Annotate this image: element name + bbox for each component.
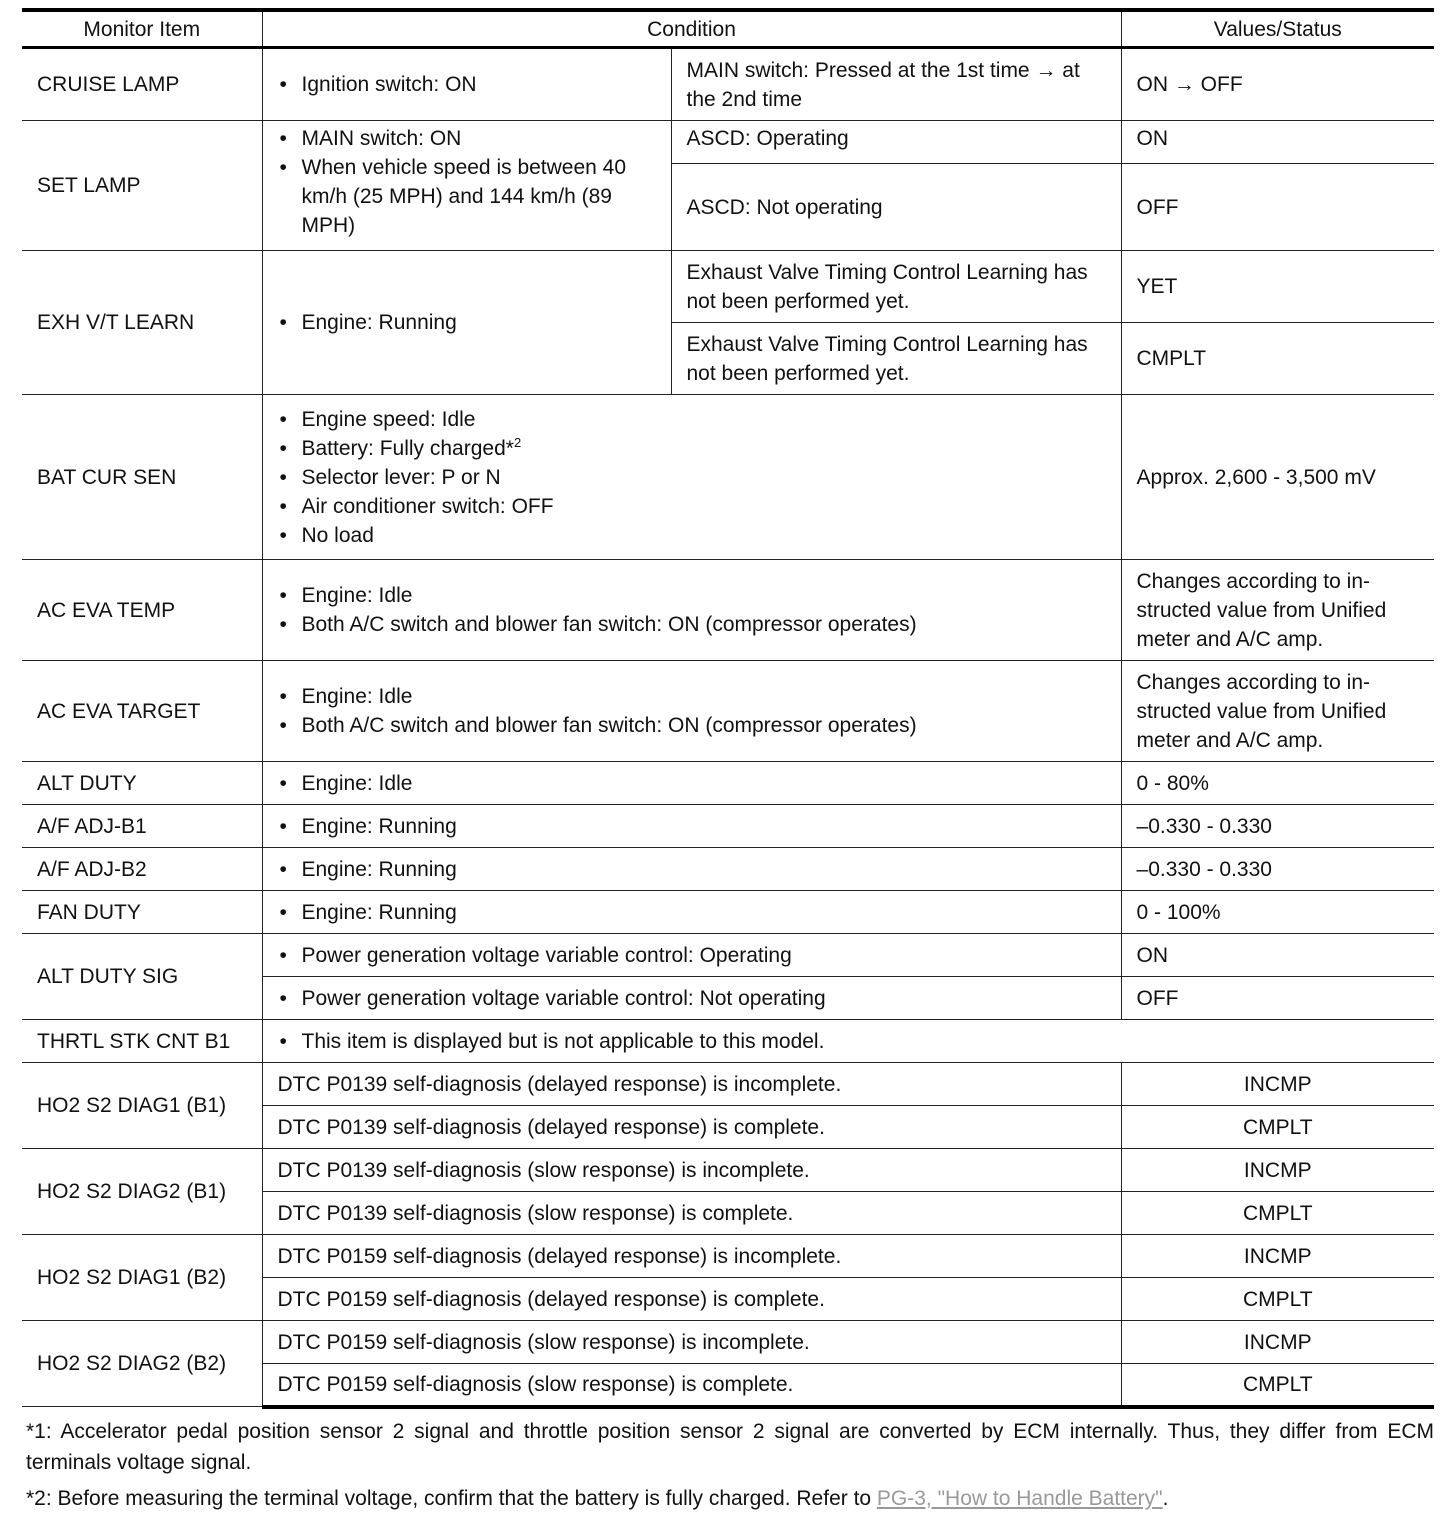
- condition-cell: [262, 251, 671, 395]
- condition-bullet: • Engine: Running: [278, 308, 663, 337]
- value-cell: CMPLT: [1121, 1364, 1434, 1407]
- monitor-item-name: ALT DUTY SIG: [22, 934, 262, 1020]
- condition-cell: DTC P0139 self-diagnosis (slow response) is complete.: [262, 1192, 1121, 1235]
- condition-cell: [262, 848, 1121, 891]
- value-cell: ON: [1121, 121, 1434, 164]
- condition-cell: DTC P0139 self-diagnosis (delayed response) is incomplete.: [262, 1063, 1121, 1106]
- monitor-item-name: HO2 S2 DIAG2 (B2): [22, 1321, 262, 1407]
- value-cell: OFF: [1121, 164, 1434, 251]
- condition-bullet: • Engine: Idle: [278, 682, 1113, 711]
- value-cell: Changes according to in-structed value from Unified meter and A/C amp.: [1121, 560, 1434, 661]
- value-cell: Changes according to in-structed value from Unified meter and A/C amp.: [1121, 661, 1434, 762]
- table-row: [22, 848, 1434, 891]
- sub-condition-cell: Exhaust Valve Timing Control Learning has not been performed yet.: [671, 323, 1121, 395]
- condition-cell: [262, 1020, 1434, 1063]
- condition-bullet: • Engine speed: Idle: [278, 405, 1113, 434]
- monitor-item-name: HO2 S2 DIAG1 (B1): [22, 1063, 262, 1149]
- table-row: [22, 891, 1434, 934]
- table-row: [22, 1321, 1434, 1364]
- table-row: [22, 762, 1434, 805]
- battery-handling-link[interactable]: PG-3, "How to Handle Battery": [876, 1487, 1163, 1510]
- value-cell: CMPLT: [1121, 1278, 1434, 1321]
- monitor-item-name: BAT CUR SEN: [22, 395, 262, 560]
- table-row: [22, 1149, 1434, 1192]
- condition-bullet: • Both A/C switch and blower fan switch: ON (compressor operates): [278, 711, 1113, 740]
- value-cell: 0 - 80%: [1121, 762, 1434, 805]
- condition-cell: DTC P0159 self-diagnosis (slow response) is incomplete.: [262, 1321, 1121, 1364]
- monitor-item-name: SET LAMP: [22, 121, 262, 251]
- condition-cell: DTC P0159 self-diagnosis (delayed response) is incomplete.: [262, 1235, 1121, 1278]
- condition-bullet: • Engine: Idle: [278, 769, 1113, 798]
- condition-bullet: • Engine: Running: [278, 898, 1113, 927]
- monitor-item-name: HO2 S2 DIAG1 (B2): [22, 1235, 262, 1321]
- monitor-item-name: AC EVA TEMP: [22, 560, 262, 661]
- condition-cell: DTC P0159 self-diagnosis (delayed response) is complete.: [262, 1278, 1121, 1321]
- condition-bullet: • Engine: Running: [278, 855, 1113, 884]
- monitor-item-name: THRTL STK CNT B1: [22, 1020, 262, 1063]
- condition-cell: [262, 121, 671, 251]
- condition-cell: [262, 762, 1121, 805]
- monitor-item-name: A/F ADJ-B1: [22, 805, 262, 848]
- condition-cell: [262, 805, 1121, 848]
- condition-bullet: • Engine: Idle: [278, 581, 1113, 610]
- condition-cell: [262, 395, 1121, 560]
- monitor-item-name: ALT DUTY: [22, 762, 262, 805]
- footnotes: [26, 1416, 1434, 1519]
- monitor-item-name: EXH V/T LEARN: [22, 251, 262, 395]
- condition-cell: [262, 560, 1121, 661]
- value-cell: –0.330 - 0.330: [1121, 848, 1434, 891]
- table-row: [22, 1235, 1434, 1278]
- header-values-status: Values/Status: [1121, 10, 1434, 48]
- condition-cell: DTC P0159 self-diagnosis (slow response) is complete.: [262, 1364, 1121, 1407]
- condition-cell: DTC P0139 self-diagnosis (delayed response) is complete.: [262, 1106, 1121, 1149]
- monitor-item-name: AC EVA TARGET: [22, 661, 262, 762]
- value-cell: INCMP: [1121, 1063, 1434, 1106]
- condition-bullet: • When vehicle speed is between 40 km/h (25 MPH) and 144 km/h (89 MPH): [278, 153, 663, 240]
- value-cell: ON → OFF: [1121, 48, 1434, 121]
- condition-bullet: • Selector lever: P or N: [278, 463, 1113, 492]
- value-cell: INCMP: [1121, 1149, 1434, 1192]
- condition-cell: DTC P0139 self-diagnosis (slow response) is incomplete.: [262, 1149, 1121, 1192]
- table-header-row: [22, 10, 1434, 48]
- value-cell: ON: [1121, 934, 1434, 977]
- condition-bullet: • Ignition switch: ON: [278, 70, 663, 99]
- condition-cell: [262, 977, 1121, 1020]
- value-cell: CMPLT: [1121, 323, 1434, 395]
- condition-cell: [262, 661, 1121, 762]
- condition-bullet: • No load: [278, 521, 1113, 550]
- value-cell: YET: [1121, 251, 1434, 323]
- table-row: [22, 251, 1434, 323]
- table-row: [22, 1063, 1434, 1106]
- table-row: [22, 661, 1434, 762]
- condition-cell: [262, 48, 671, 121]
- monitor-item-table: [22, 8, 1434, 1409]
- condition-bullet: [278, 434, 1113, 463]
- condition-bullet: • Power generation voltage variable control: Not operating: [278, 984, 1113, 1013]
- sub-condition-cell: ASCD: Operating: [671, 121, 1121, 164]
- value-cell: CMPLT: [1121, 1106, 1434, 1149]
- footnote-1: *1: Accelerator pedal position sensor 2 signal and throttle position sensor 2 signal are converted by ECM internally. Thus, they differ from ECM terminals voltage signal.: [26, 1420, 1434, 1474]
- value-cell: OFF: [1121, 977, 1434, 1020]
- value-cell: Approx. 2,600 - 3,500 mV: [1121, 395, 1434, 560]
- value-cell: INCMP: [1121, 1235, 1434, 1278]
- table-row: [22, 1020, 1434, 1063]
- header-monitor-item: Monitor Item: [22, 10, 262, 48]
- condition-cell: [262, 934, 1121, 977]
- condition-bullet: • Power generation voltage variable control: Operating: [278, 941, 1113, 970]
- footnote-2: [26, 1483, 1434, 1514]
- sub-condition-cell: ASCD: Not operating: [671, 164, 1121, 251]
- table-row: [22, 121, 1434, 164]
- table-row: [22, 395, 1434, 560]
- header-condition: Condition: [262, 10, 1121, 48]
- footnote-2-end: .: [1162, 1487, 1169, 1510]
- monitor-item-name: HO2 S2 DIAG2 (B1): [22, 1149, 262, 1235]
- footnote-ref: 2: [513, 434, 522, 450]
- condition-bullet: • Air conditioner switch: OFF: [278, 492, 1113, 521]
- value-cell: –0.330 - 0.330: [1121, 805, 1434, 848]
- table-row: [22, 934, 1434, 977]
- condition-bullet: • MAIN switch: ON: [278, 124, 663, 153]
- table-row: [22, 560, 1434, 661]
- monitor-item-name: A/F ADJ-B2: [22, 848, 262, 891]
- value-cell: 0 - 100%: [1121, 891, 1434, 934]
- table-row: [22, 805, 1434, 848]
- monitor-item-name: CRUISE LAMP: [22, 48, 262, 121]
- condition-text: Battery: Fully charged*: [301, 436, 514, 460]
- sub-condition-cell: Exhaust Valve Timing Control Learning has not been performed yet.: [671, 251, 1121, 323]
- monitor-item-name: FAN DUTY: [22, 891, 262, 934]
- condition-bullet: • Both A/C switch and blower fan switch: ON (compressor operates): [278, 610, 1113, 639]
- sub-condition-cell: MAIN switch: Pressed at the 1st time → at the 2nd time: [671, 48, 1121, 121]
- value-cell: INCMP: [1121, 1321, 1434, 1364]
- footnote-2-text: *2: Before measuring the terminal voltage, confirm that the battery is fully charged. Refer to: [26, 1487, 877, 1510]
- table-row: [22, 48, 1434, 121]
- condition-bullet: • Engine: Running: [278, 812, 1113, 841]
- value-cell: CMPLT: [1121, 1192, 1434, 1235]
- condition-bullet: • This item is displayed but is not applicable to this model.: [278, 1027, 1427, 1056]
- condition-cell: [262, 891, 1121, 934]
